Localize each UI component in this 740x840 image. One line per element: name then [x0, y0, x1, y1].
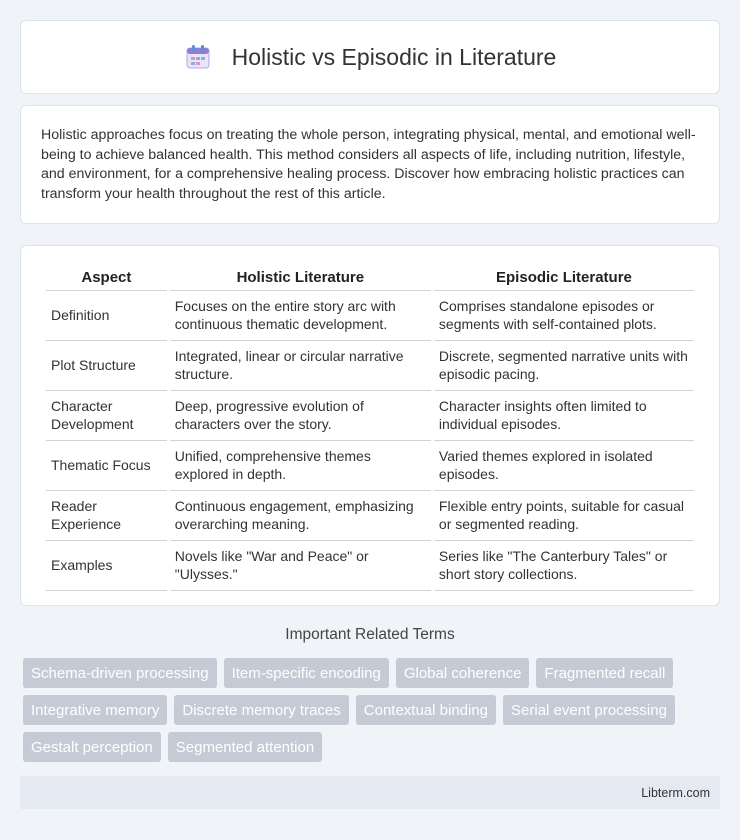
term-tag[interactable]: Segmented attention [168, 732, 322, 762]
table-cell: Definition [46, 291, 167, 341]
table-cell: Focuses on the entire story arc with continuous thematic development. [170, 291, 431, 341]
table-cell: Reader Experience [46, 491, 167, 541]
table-row [46, 441, 694, 491]
table-cell: Novels like "War and Peace" or "Ulysses." [170, 541, 431, 591]
term-tag[interactable]: Contextual binding [356, 695, 496, 725]
table-cell: Discrete, segmented narrative units with episodic pacing. [434, 341, 694, 391]
intro-text: Holistic approaches focus on treating the whole person, integrating physical, mental, and emotional well-being to achieve balanced health. This method considers all aspects of life, including nutrition, lifestyle, and environment, for a comprehensive healing process. Discover how embracing holistic practices can transform your health throughout the rest of this article. [41, 127, 696, 202]
term-tag[interactable]: Item-specific encoding [224, 658, 389, 688]
footer-site-link[interactable]: Libterm.com [641, 785, 710, 800]
table-row [46, 341, 694, 391]
table-row [46, 541, 694, 591]
table-cell: Plot Structure [46, 341, 167, 391]
page-title: Holistic vs Episodic in Literature [231, 43, 557, 70]
table-cell: Integrated, linear or circular narrative structure. [170, 341, 431, 391]
table-row [46, 291, 694, 341]
term-tag[interactable]: Serial event processing [503, 695, 675, 725]
table-row [46, 491, 694, 541]
table-cell: Continuous engagement, emphasizing overarching meaning. [170, 491, 431, 541]
table-cell: Varied themes explored in isolated episodes. [434, 441, 694, 491]
related-terms-list [23, 658, 723, 769]
table-cell: Thematic Focus [46, 441, 167, 491]
comparison-table [43, 266, 697, 591]
term-tag[interactable]: Gestalt perception [23, 732, 161, 762]
table-cell: Flexible entry points, suitable for casual or segmented reading. [434, 491, 694, 541]
table-cell: Unified, comprehensive themes explored in depth. [170, 441, 431, 491]
table-cell: Examples [46, 541, 167, 591]
intro-card [20, 105, 720, 224]
table-cell: Character Development [46, 391, 167, 441]
header-card [20, 20, 720, 94]
related-terms-title: Important Related Terms [285, 626, 455, 643]
term-tag[interactable]: Schema-driven processing [23, 658, 217, 688]
column-header: Aspect [46, 266, 167, 291]
table-cell: Comprises standalone episodes or segments with self-contained plots. [434, 291, 694, 341]
table-cell: Series like "The Canterbury Tales" or short story collections. [434, 541, 694, 591]
column-header: Holistic Literature [170, 266, 431, 291]
table-cell: Character insights often limited to individual episodes. [434, 391, 694, 441]
term-tag[interactable]: Fragmented recall [536, 658, 673, 688]
table-header-row [46, 266, 694, 291]
column-header: Episodic Literature [434, 266, 694, 291]
comparison-card [20, 245, 720, 606]
calendar-icon [184, 43, 212, 71]
footer [20, 776, 720, 809]
term-tag[interactable]: Discrete memory traces [174, 695, 348, 725]
term-tag[interactable]: Integrative memory [23, 695, 167, 725]
table-row [46, 391, 694, 441]
term-tag[interactable]: Global coherence [396, 658, 530, 688]
table-cell: Deep, progressive evolution of characters over the story. [170, 391, 431, 441]
